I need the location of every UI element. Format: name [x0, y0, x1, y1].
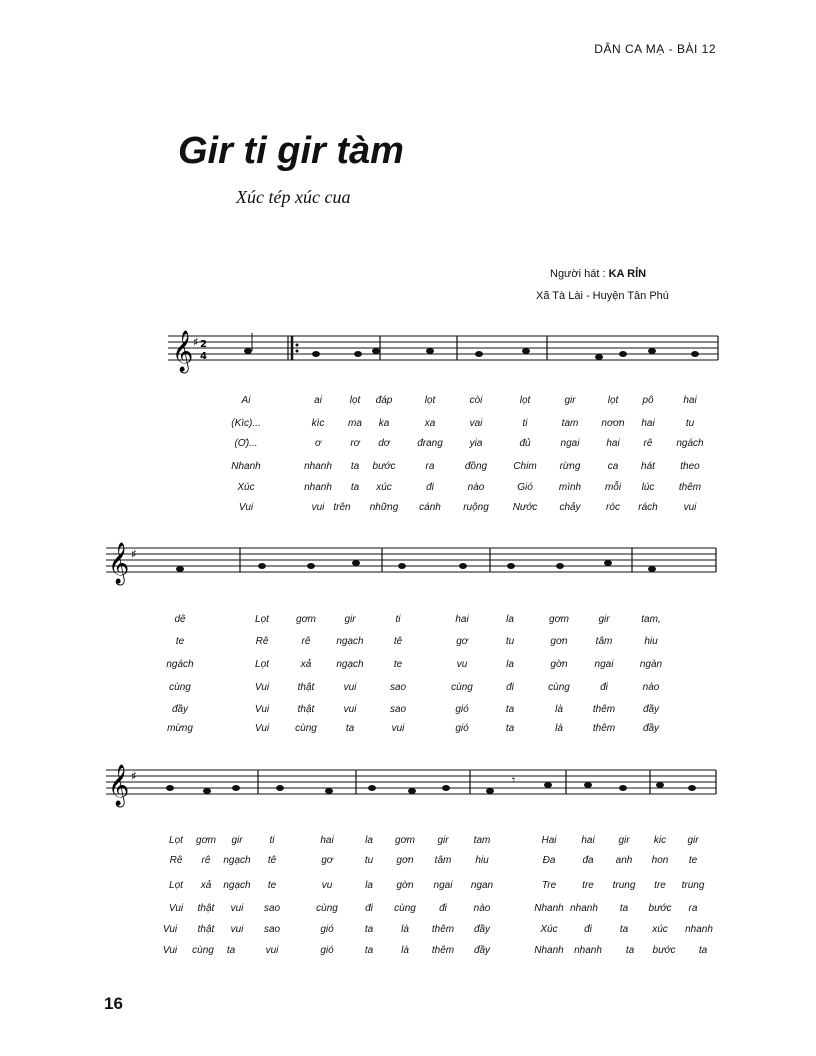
lyric-line: [0, 502, 816, 518]
lyric-word: te: [688, 855, 698, 866]
lyric-word: gir: [618, 835, 630, 846]
lyric-word: vui: [230, 924, 244, 935]
lyric-word: tre: [582, 880, 594, 891]
lyric-word: vui: [230, 903, 244, 914]
lyric-word: ai: [314, 395, 322, 406]
lyric-word: Hai: [541, 835, 557, 846]
notes-group: [244, 333, 699, 360]
lyric-word: xa: [424, 418, 436, 429]
lyric-word: lúc: [641, 482, 655, 493]
lyric-word: kìc: [311, 418, 325, 429]
lyric-word: lọt: [519, 395, 531, 406]
lyric-word: thật: [197, 924, 215, 935]
lyric-line: [0, 482, 816, 498]
page-number: 16: [104, 994, 123, 1013]
treble-clef-icon: 𝄞: [108, 765, 130, 806]
lyric-word: Nhanh: [534, 903, 564, 914]
song-title: Gir ti gir tàm: [178, 130, 404, 172]
lyric-word: ta: [350, 461, 360, 472]
lyric-word: đi: [506, 682, 514, 693]
lyric-word: vui: [343, 704, 357, 715]
lyric-word: nhanh: [304, 461, 332, 472]
lyric-word: la: [365, 880, 373, 891]
lyric-word: gir: [564, 395, 576, 406]
lyric-word: thêm: [678, 482, 702, 493]
lyric-word: Đa: [542, 855, 556, 866]
lyric-line: [0, 682, 816, 698]
lyric-word: ti: [269, 835, 275, 846]
lyric-word: Nhanh: [231, 461, 261, 472]
lyric-word: rơ: [350, 438, 360, 449]
song-subtitle: Xúc tép xúc cua: [236, 187, 351, 207]
lyric-word: hiu: [644, 636, 658, 647]
lyric-word: đi: [365, 903, 373, 914]
lyric-word: ngai: [433, 880, 453, 891]
lyric-word: sao: [263, 903, 281, 914]
lyric-word: bước: [652, 945, 676, 956]
lyric-word: hiu: [475, 855, 489, 866]
lyric-word: nào: [467, 482, 485, 493]
lyric-word: ngách: [166, 659, 194, 670]
lyric-word: đi: [584, 924, 592, 935]
singer-name: KA RỈN: [608, 268, 647, 280]
lyric-word: gơm: [296, 614, 316, 625]
eighth-rest-icon: 𝄾: [512, 773, 516, 787]
lyric-word: gờn: [396, 880, 414, 891]
lyric-word: ta: [364, 924, 374, 935]
lyric-word: nhanh: [304, 482, 332, 493]
lyric-word: mỗi: [604, 482, 622, 493]
lyric-word: te: [267, 880, 277, 891]
lyric-word: cánh: [419, 502, 441, 513]
lyric-word: bước: [648, 903, 672, 914]
lyric-word: nhanh: [685, 924, 713, 935]
lyric-line: [0, 723, 816, 739]
lyric-word: đa: [582, 855, 594, 866]
lyric-word: Gió: [517, 482, 533, 493]
lyric-word: (Kìc)...: [231, 418, 261, 429]
lyric-word: trung: [612, 880, 636, 891]
lyric-word: Vui: [162, 924, 178, 935]
lyric-word: nào: [642, 682, 660, 693]
lyric-word: la: [506, 614, 514, 625]
lyric-word: tê: [393, 636, 403, 647]
lyric-line: [0, 704, 816, 720]
lyric-word: ti: [522, 418, 528, 429]
lyric-word: lọt: [424, 395, 436, 406]
lyric-word: dê: [174, 614, 186, 625]
lyric-word: gơm: [395, 835, 415, 846]
lyric-word: Ai: [241, 395, 251, 406]
location-credit: Xã Tà Lài - Huyện Tân Phú: [536, 290, 669, 302]
lyric-word: vu: [321, 880, 333, 891]
lyric-word: ngàn: [639, 659, 663, 670]
lyric-word: hát: [641, 461, 655, 472]
lyric-word: hon: [651, 855, 669, 866]
lyric-word: ngạch: [223, 855, 251, 866]
singer-label: Người hát :: [550, 268, 606, 280]
lyric-word: Lọt: [169, 835, 183, 846]
lyric-word: lọt: [607, 395, 619, 406]
lyric-word: gir: [231, 835, 243, 846]
lyric-word: thật: [197, 903, 215, 914]
lyric-word: ta: [345, 723, 355, 734]
lyric-word: nhanh: [574, 945, 602, 956]
sharp-icon: ♯: [131, 547, 137, 561]
lyric-word: ngạch: [336, 636, 364, 647]
lyric-word: lọt: [349, 395, 361, 406]
lyric-word: gir: [344, 614, 356, 625]
lyric-word: cùng: [169, 682, 191, 693]
lyric-word: thật: [297, 704, 315, 715]
lyric-word: ka: [378, 418, 390, 429]
lyric-word: tê: [267, 855, 277, 866]
lyric-word: đáp: [375, 395, 393, 406]
music-staff-2: [0, 542, 816, 582]
lyric-word: Tre: [541, 880, 557, 891]
lyric-word: la: [506, 659, 514, 670]
lyric-word: cùng: [548, 682, 570, 693]
lyric-word: gió: [320, 924, 334, 935]
lyric-line: [0, 636, 816, 652]
lyric-word: ti: [395, 614, 401, 625]
lyric-word: nhanh: [570, 903, 598, 914]
lyric-word: gơm: [196, 835, 216, 846]
lyric-word: rê: [301, 636, 311, 647]
lyric-word: rê: [643, 438, 653, 449]
lyric-word: vui: [265, 945, 279, 956]
sharp-icon: ♯: [131, 769, 137, 783]
lyric-word: hai: [320, 835, 334, 846]
lyrics-system-1: [0, 395, 816, 525]
lyric-word: Xúc: [540, 924, 558, 935]
lyric-word: tam: [561, 418, 579, 429]
lyric-word: rách: [638, 502, 658, 513]
lyric-word: pô: [642, 395, 654, 406]
lyric-word: ca: [607, 461, 619, 472]
lyric-word: ruộng: [463, 502, 489, 513]
lyric-line: [0, 924, 816, 940]
lyric-word: te: [175, 636, 185, 647]
lyric-word: còi: [469, 395, 483, 406]
music-staff-1: [0, 330, 816, 370]
lyric-word: gió: [455, 723, 469, 734]
lyric-word: te: [393, 659, 403, 670]
lyric-word: ra: [425, 461, 435, 472]
lyric-word: Vui: [162, 945, 178, 956]
lyric-word: những: [369, 502, 399, 513]
lyric-word: đủ: [519, 438, 531, 449]
lyric-word: đi: [600, 682, 608, 693]
lyric-word: la: [365, 835, 373, 846]
lyric-word: gir: [437, 835, 449, 846]
lyric-word: Vui: [254, 723, 270, 734]
lyric-line: [0, 438, 816, 454]
lyric-word: hai: [683, 395, 697, 406]
lyric-word: Lọt: [255, 659, 269, 670]
lyric-line: [0, 395, 816, 411]
lyric-word: róc: [606, 502, 620, 513]
lyric-line: [0, 659, 816, 675]
lyric-word: cùng: [394, 903, 416, 914]
lyric-word: gió: [455, 704, 469, 715]
lyric-word: ngạch: [336, 659, 364, 670]
treble-clef-icon: 𝄞: [172, 331, 194, 372]
lyric-word: ta: [505, 704, 515, 715]
lyric-word: ngan: [470, 880, 494, 891]
lyric-word: gơ: [321, 855, 333, 866]
lyric-word: ngạch: [223, 880, 251, 891]
lyric-word: Rê: [255, 636, 269, 647]
lyric-word: xúc: [652, 924, 668, 935]
lyric-word: nào: [473, 903, 491, 914]
lyric-word: ngách: [676, 438, 704, 449]
lyric-word: Vui: [238, 502, 254, 513]
lyric-word: cùng: [295, 723, 317, 734]
lyric-word: anh: [615, 855, 633, 866]
lyric-word: tre: [654, 880, 666, 891]
lyric-word: gơn: [550, 636, 568, 647]
lyric-word: ta: [619, 903, 629, 914]
time-signature-bottom: 4: [200, 351, 207, 362]
lyrics-system-3: [0, 835, 816, 965]
lyric-word: sao: [263, 924, 281, 935]
lyric-word: gir: [598, 614, 610, 625]
lyric-word: Lọt: [255, 614, 269, 625]
lyric-word: rê: [201, 855, 211, 866]
lyric-word: gơ: [456, 636, 468, 647]
lyric-word: thật: [297, 682, 315, 693]
lyric-line: [0, 855, 816, 871]
lyric-word: tu: [505, 636, 515, 647]
lyric-word: xả: [300, 659, 312, 670]
singer-credit: [550, 268, 646, 280]
lyric-word: ta: [698, 945, 708, 956]
lyric-word: là: [401, 924, 409, 935]
lyric-word: thêm: [592, 723, 616, 734]
lyric-word: Vui: [168, 903, 184, 914]
lyric-word: là: [555, 704, 563, 715]
music-staff-3: [0, 764, 816, 804]
lyric-word: cùng: [451, 682, 473, 693]
lyric-word: vai: [469, 418, 483, 429]
lyric-line: [0, 880, 816, 896]
lyric-word: ngai: [560, 438, 580, 449]
lyric-word: ơ: [314, 438, 322, 449]
lyric-word: vui: [683, 502, 697, 513]
lyric-line: [0, 945, 816, 961]
lyric-word: gờn: [550, 659, 568, 670]
page-header: DÂN CA MẠ - BÀI 12: [594, 42, 716, 56]
lyric-word: tam: [473, 835, 491, 846]
lyric-word: thêm: [431, 945, 455, 956]
time-signature-top: 2: [200, 339, 207, 350]
lyric-word: Vui: [254, 704, 270, 715]
lyric-line: [0, 461, 816, 477]
lyric-word: tâm: [434, 855, 452, 866]
lyric-word: sao: [389, 704, 407, 715]
lyric-word: xúc: [376, 482, 392, 493]
lyric-word: tu: [685, 418, 695, 429]
lyric-word: gió: [320, 945, 334, 956]
lyric-word: đầy: [473, 945, 491, 956]
lyric-word: hai: [641, 418, 655, 429]
lyric-word: đrang: [417, 438, 443, 449]
lyric-word: yia: [469, 438, 483, 449]
lyric-line: [0, 418, 816, 434]
lyric-word: gơm: [549, 614, 569, 625]
lyric-word: vui: [391, 723, 405, 734]
lyric-word: Rê: [169, 855, 183, 866]
lyric-word: gơn: [396, 855, 414, 866]
lyric-word: vui: [311, 502, 325, 513]
lyric-word: tam,: [641, 614, 661, 625]
lyric-word: mừng: [167, 723, 193, 734]
lyric-word: ta: [619, 924, 629, 935]
lyric-word: hai: [455, 614, 469, 625]
lyric-line: [0, 835, 816, 851]
treble-clef-icon: 𝄞: [108, 543, 130, 584]
lyric-word: là: [555, 723, 563, 734]
lyric-word: trung: [681, 880, 705, 891]
lyric-word: theo: [680, 461, 700, 472]
lyric-word: ta: [364, 945, 374, 956]
sharp-icon: ♯: [193, 335, 199, 349]
lyric-word: ta: [350, 482, 360, 493]
lyric-word: bước: [372, 461, 396, 472]
lyric-word: gir: [687, 835, 699, 846]
lyric-word: là: [401, 945, 409, 956]
lyric-word: (Ơ)...: [234, 438, 258, 449]
lyric-word: Nước: [512, 502, 538, 513]
lyric-word: hai: [606, 438, 620, 449]
lyric-word: cùng: [192, 945, 214, 956]
lyric-line: [0, 614, 816, 630]
lyric-word: đi: [426, 482, 434, 493]
lyric-word: ra: [688, 903, 698, 914]
lyric-word: ma: [348, 418, 362, 429]
lyric-word: trên: [333, 502, 351, 513]
lyric-word: sao: [389, 682, 407, 693]
lyric-word: Nhanh: [534, 945, 564, 956]
lyric-word: dơ: [378, 438, 390, 449]
lyric-word: chảy: [559, 502, 581, 513]
lyric-word: đầy: [473, 924, 491, 935]
lyric-word: cùng: [316, 903, 338, 914]
lyric-line: [0, 903, 816, 919]
lyric-word: đồng: [464, 461, 488, 472]
lyric-word: rừng: [559, 461, 581, 472]
lyric-word: ta: [625, 945, 635, 956]
lyric-word: đầy: [642, 723, 660, 734]
lyrics-system-2: [0, 614, 816, 744]
lyric-word: đầy: [171, 704, 189, 715]
lyric-word: nơơn: [601, 418, 625, 429]
lyric-word: ta: [226, 945, 236, 956]
lyric-word: Chim: [513, 461, 537, 472]
lyric-word: tâm: [595, 636, 613, 647]
lyric-word: tu: [364, 855, 374, 866]
lyric-word: vu: [456, 659, 468, 670]
lyric-word: thêm: [592, 704, 616, 715]
lyric-word: xả: [200, 880, 212, 891]
lyric-word: hai: [581, 835, 595, 846]
lyric-word: Lọt: [169, 880, 183, 891]
lyric-word: thêm: [431, 924, 455, 935]
lyric-word: ngai: [594, 659, 614, 670]
lyric-word: đi: [439, 903, 447, 914]
lyric-word: vui: [343, 682, 357, 693]
lyric-word: Xúc: [237, 482, 255, 493]
lyric-word: mình: [558, 482, 582, 493]
lyric-word: đầy: [642, 704, 660, 715]
lyric-word: kic: [653, 835, 667, 846]
lyric-word: Vui: [254, 682, 270, 693]
lyric-word: ta: [505, 723, 515, 734]
